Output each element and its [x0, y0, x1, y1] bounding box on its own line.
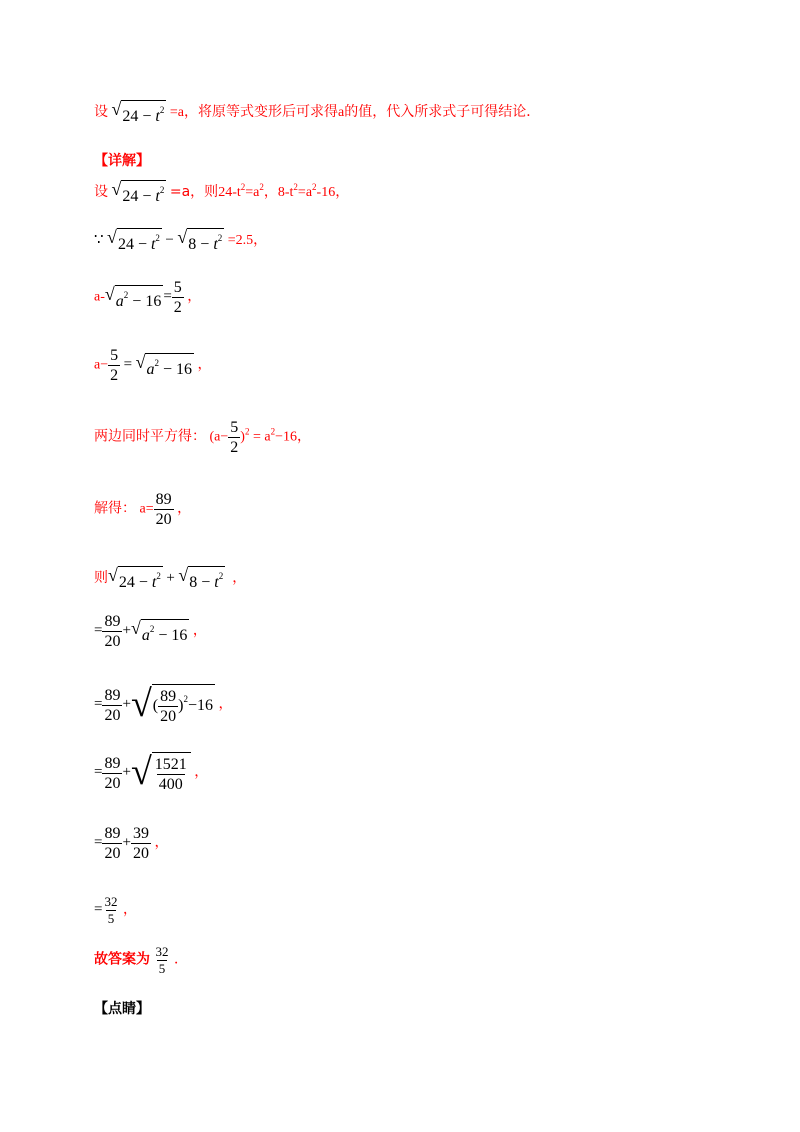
- step-11: = $\frac{89}{20}$ + $\frac{39}{20}$ ，: [94, 825, 169, 862]
- step-7: 则 √ $24 - t^2$ + √ $8 - t^2$ ，: [94, 565, 247, 591]
- step-8: = $\frac{89}{20}$ + √ $a^2 - 16$ ，: [94, 613, 207, 650]
- fraction: $\frac{39}{20}$: [132, 825, 149, 862]
- hint-prefix: 设: [94, 104, 108, 121]
- review-heading: 【点睛】: [94, 1001, 150, 1017]
- step-3: a- √ $a^2 - 16$ = $\frac{5}{2}$ ，: [94, 279, 202, 316]
- sqrt-expression: √ $24 - t^2$: [111, 99, 165, 125]
- sqrt-expression: √ ( $\frac{89}{20}$ )$^2$−16: [130, 683, 213, 725]
- step-6: 解得： a= $\frac{89}{20}$ ，: [94, 491, 192, 528]
- fraction: $\frac{1521}{400}$: [154, 756, 187, 793]
- sqrt-expression: √ $8 - t^2$: [177, 227, 223, 253]
- step-10: = $\frac{89}{20}$ + √ $\frac{1521}{400}$ ，: [94, 751, 209, 793]
- answer-line: 故答案为 $\frac{32}{5}$ ．: [94, 944, 188, 976]
- step-4: a− $\frac{5}{2}$ = √ $a^2 - 16$ ，: [94, 347, 212, 384]
- hint-eq: =a: [169, 105, 184, 121]
- hint-line: [94, 100, 540, 126]
- step-9: = $\frac{89}{20}$ + √ ( $\frac{89}{20}$ )$^2$−16 ，: [94, 683, 233, 725]
- fraction: $\frac{5}{2}$: [173, 279, 182, 316]
- sqrt-expression: √ $a^2 - 16$: [130, 617, 188, 644]
- fraction: $\frac{32}{5}$: [155, 944, 169, 976]
- sqrt-expression: √ $\frac{1521}{400}$: [131, 752, 191, 794]
- hint-text: ，将原等式变形后可求得: [183, 104, 338, 121]
- detail-heading: 【详解】: [94, 153, 150, 169]
- fraction: $\frac{89}{20}$: [155, 491, 172, 528]
- hint-var: a: [337, 105, 345, 121]
- step-5: 两边同时平方得： (a− $\frac{5}{2}$ )$^2 = a^2-16$，: [94, 419, 311, 456]
- fraction: $\frac{89}{20}$: [104, 825, 121, 862]
- fraction: $\frac{89}{20}$: [104, 754, 121, 792]
- fraction: $\frac{89}{20}$: [104, 613, 121, 650]
- sqrt-expression: √ $a^2 - 16$: [135, 351, 192, 378]
- step-12: = $\frac{32}{5}$ ，: [94, 894, 137, 926]
- sqrt-expression: √ $24 - t^2$: [111, 179, 165, 205]
- sqrt-expression: √ $24 - t^2$: [108, 565, 161, 591]
- sqrt-expression: √ $a^2 - 16$: [104, 283, 162, 310]
- fraction: $\frac{32}{5}$: [104, 894, 118, 926]
- fraction: $\frac{5}{2}$: [230, 419, 239, 456]
- hint-text2: 的值，代入所求式子可得结论．: [344, 104, 541, 121]
- fraction: $\frac{89}{20}$: [160, 688, 177, 725]
- sqrt-expression: √ $24 - t^2$: [107, 227, 160, 253]
- fraction: $\frac{89}{20}$: [104, 686, 121, 724]
- fraction: $\frac{5}{2}$: [110, 347, 119, 384]
- sqrt-expression: √ $8 - t^2$: [178, 565, 224, 591]
- step-1: 设 √ $24 - t^2$ =a，则$24-t^2=a^2$，$8-t^2=a^2-16$，: [94, 179, 350, 205]
- step-2: ∵ √ $24 - t^2$ − √ $8 - t^2$ =2.5，: [94, 227, 268, 253]
